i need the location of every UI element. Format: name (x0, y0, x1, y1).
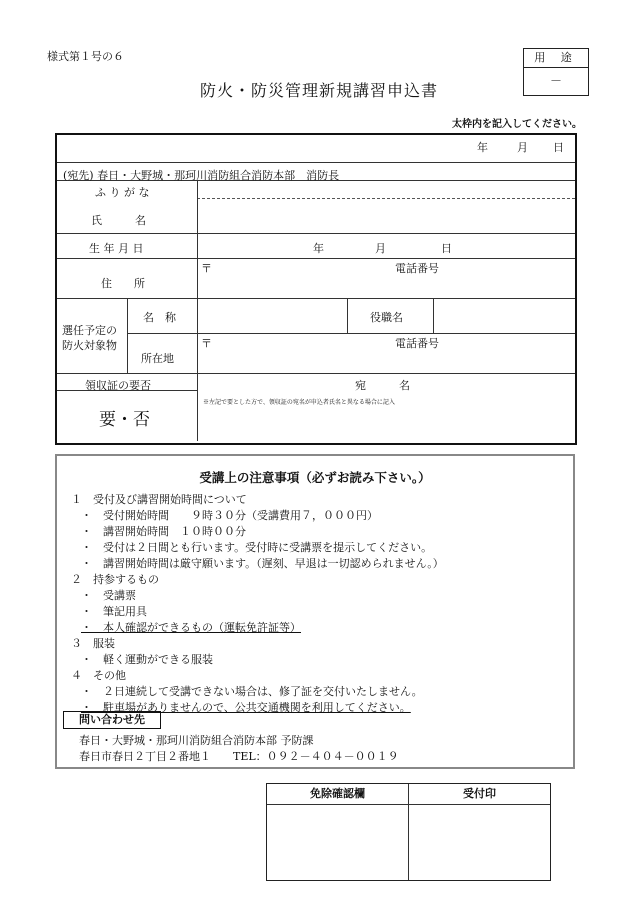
birth-day: 日 (441, 242, 452, 255)
contact-address: 春日市春日２丁目２番地１ TEL：０９２－４０４－００１９ (79, 750, 399, 763)
facility-phone-label: 電話番号 (395, 337, 439, 350)
position-field[interactable] (434, 299, 575, 333)
postal-mark: 〒 (201, 262, 212, 275)
position-label: 役職名 (370, 311, 403, 324)
application-form (55, 133, 577, 445)
notice-line: ・ 軽く運動ができる服装 (81, 653, 213, 666)
facility-name-label: 名 称 (143, 311, 176, 324)
usage-value: － (549, 74, 562, 88)
date-day: 日 (553, 141, 564, 154)
facility-label-2: 防火対象物 (62, 339, 117, 352)
birth-month: 月 (375, 242, 386, 255)
notice-line: ・ 受付開始時間 ９時３０分（受講費用７，０００円） (81, 509, 378, 522)
instruction-note: 太枠内を記入してください。 (452, 119, 582, 130)
notice-box (55, 454, 575, 769)
notice-line: １ 受付及び講習開始時間について (71, 493, 247, 506)
name-field[interactable] (198, 199, 575, 233)
contact-label: 問い合わせ先 (63, 711, 161, 729)
notice-line: ・ 受付は２日間とも行います。受付時に受講票を提示してください。 (81, 541, 433, 554)
date-year: 年 (477, 141, 488, 154)
address-field[interactable] (198, 259, 575, 298)
reception-stamp-header: 受付印 (463, 787, 496, 800)
addressee: (宛先) 春日・大野城・那珂川消防組合消防本部 消防長 (63, 169, 340, 182)
notice-line: ３ 服装 (71, 637, 115, 650)
furigana-label: ふ り が な (95, 186, 150, 199)
receipt-to-label: 宛 名 (355, 379, 410, 392)
usage-box (523, 48, 589, 96)
notice-line: ・ 講習開始時間は厳守願います。（遅刻、早退は一切認められません。） (81, 557, 444, 570)
notice-line: ・ 講習開始時間 １０時００分 (81, 525, 246, 538)
birth-label: 生 年 月 日 (89, 242, 144, 255)
usage-label: 用 途 (524, 49, 588, 68)
name-label: 氏 名 (91, 214, 146, 227)
birth-year: 年 (313, 242, 324, 255)
notice-line: ・ 駐車場がありませんので、公共交通機関を利用してください。 (81, 701, 411, 714)
receipt-note: ※左記で要とした方で、領収証の宛名が申込者氏名と異なる場合に記入 (203, 399, 395, 406)
address-label: 住 所 (101, 277, 145, 290)
notice-line: ・ 筆記用具 (81, 605, 147, 618)
facility-location-field[interactable] (198, 334, 575, 373)
exemption-check-header: 免除確認欄 (310, 787, 365, 800)
notice-line: ・ 受講票 (81, 589, 136, 602)
contact-org: 春日・大野城・那珂川消防組合消防本部 予防課 (79, 734, 314, 747)
page-title: 防火・防災管理新規講習申込書 (200, 81, 439, 100)
row-divider (57, 162, 575, 163)
col-divider (127, 298, 128, 373)
date-month: 月 (517, 141, 528, 154)
furigana-field[interactable] (198, 181, 575, 198)
receipt-addressee-field[interactable] (198, 391, 575, 441)
row-divider (57, 373, 575, 374)
facility-location-label: 所在地 (141, 352, 174, 365)
notice-line: ・ 本人確認ができるもの（運転免許証等） (81, 621, 301, 634)
notice-line: ４ その他 (71, 669, 126, 682)
facility-name-field[interactable] (198, 299, 347, 333)
facility-postal-mark: 〒 (201, 337, 212, 350)
receipt-label: 領収証の要否 (85, 379, 151, 392)
facility-label-1: 選任予定の (62, 324, 117, 337)
receipt-choice[interactable]: 要・否 (99, 410, 150, 430)
col-divider (347, 298, 348, 333)
stamp-table (266, 783, 551, 881)
notice-title: 受講上の注意事項（必ずお読み下さい。） (199, 470, 431, 485)
notice-line: ・ ２日連続して受講できない場合は、修了証を交付いたしません。 (81, 685, 423, 698)
phone-label: 電話番号 (395, 262, 439, 275)
form-number: 様式第１号の６ (47, 50, 124, 63)
notice-line: ２ 持参するもの (71, 573, 159, 586)
row-divider (57, 233, 575, 234)
